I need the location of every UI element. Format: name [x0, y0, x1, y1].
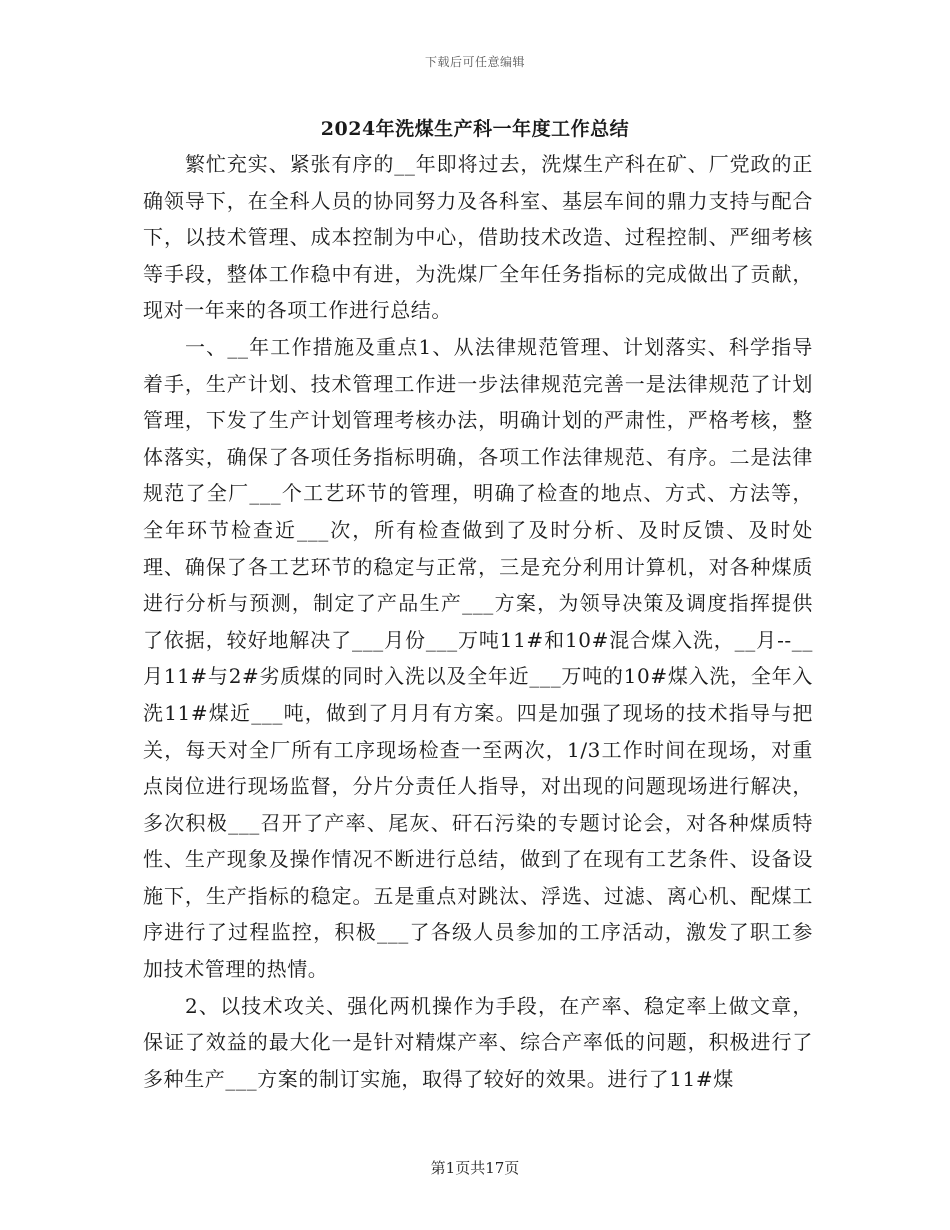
- page-number: 第1页共17页: [430, 1159, 520, 1177]
- paragraph-intro: 繁忙充实、紧张有序的__年即将过去，洗煤生产科在矿、厂党政的正确领导下，在全科人员的协同努力及各科室、基层车间的鼎力支持与配合下，以技术管理、成本控制为中心，借助技术改造、过程控制、严细考核等手段，整体工作稳中有进，为洗煤厂全年任务指标的完成做出了贡献，现对一年来的各项工作进行总结。: [143, 152, 813, 323]
- document-body: [143, 146, 813, 1097]
- paragraph-section-one: 一、__年工作措施及重点1、从法律规范管理、计划落实、科学指导着手，生产计划、技术管理工作进一步法律规范完善一是法律规范了计划管理，下发了生产计划管理考核办法，明确计划的严肃性，严格考核，整体落实，确保了各项任务指标明确，各项工作法律规范、有序。二是法律规范了全厂___个工艺环节的管理，明确了检查的地点、方式、方法等，全年环节检查近___次，所有检查做到了及时分析、及时反馈、及时处理、确保了各工艺环节的稳定与正常，三是充分利用计算机，对各种煤质进行分析与预测，制定了产品生产___方案，为领导决策及调度指挥提供了依据，较好地解决了___月份___万吨11#和10#混合煤入洗，__月--__月11#与2#劣质煤的同时入洗以及全年近___万吨的10#煤入洗，全年入洗11#煤近___吨，做到了月月有方案。四是加强了现场的技术指导与把关，每天对全厂所有工序现场检查一至两次，1/3工作时间在现场，对重点岗位进行现场监督，分片分责任人指导，对出现的问题现场进行解决，多次积极___召开了产率、尾灰、矸石污染的专题讨论会，对各种煤质特性、生产现象及操作情况不断进行总结，做到了在现有工艺条件、设备设施下，生产指标的稳定。五是重点对跳汰、浮选、过滤、离心机、配煤工序进行了过程监控，积极___了各级人员参加的工序活动，激发了职工参加技术管理的热情。: [143, 334, 813, 982]
- paragraph-section-two: 2、以技术攻关、强化两机操作为手段，在产率、稳定率上做文章，保证了效益的最大化一是针对精煤产率、综合产率低的问题，积极进行了多种生产___方案的制订实施，取得了较好的效果。进行了11#煤: [143, 993, 813, 1091]
- document-title: 2024年洗煤生产科一年度工作总结: [320, 118, 630, 140]
- header-note: 下载后可任意编辑: [424, 55, 525, 69]
